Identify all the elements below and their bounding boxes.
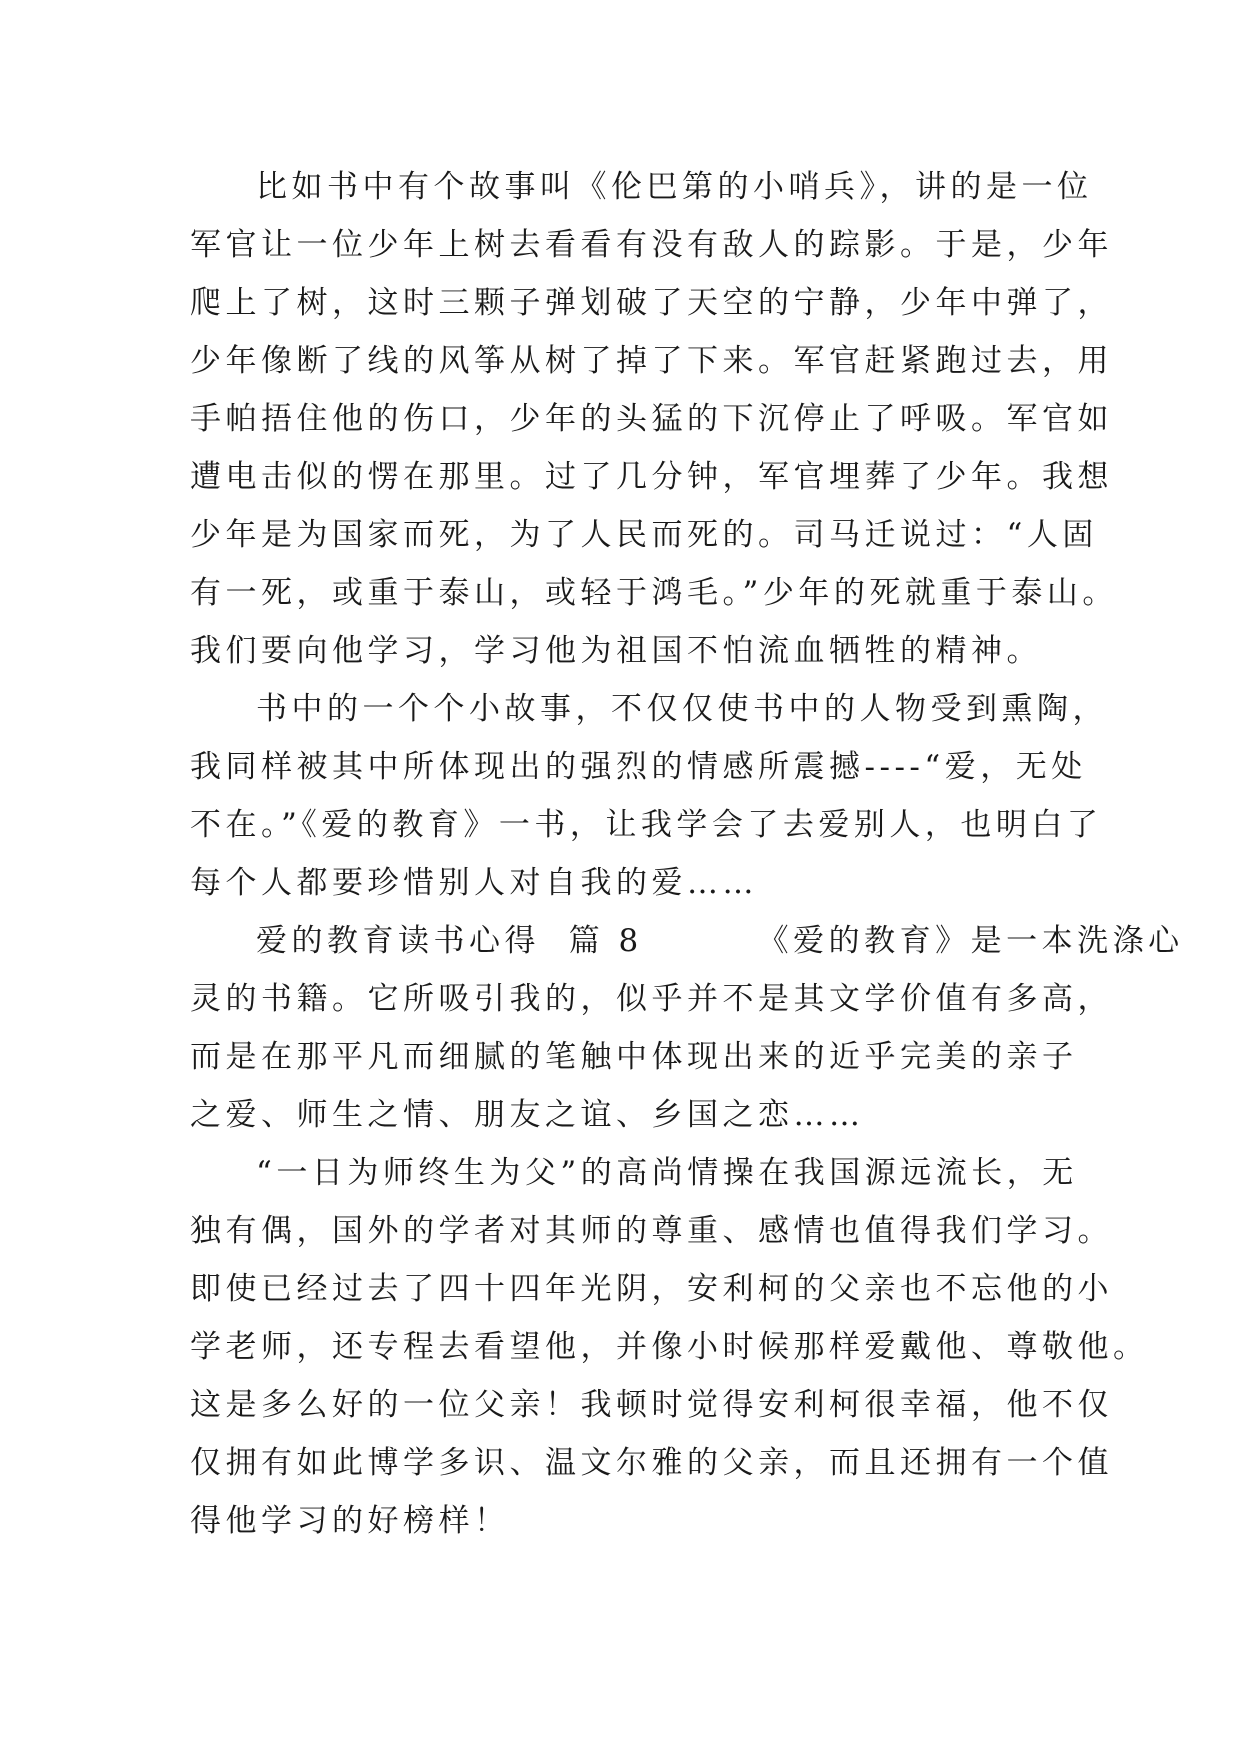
text-line: 之爱、师生之情、朋友之谊、乡国之恋…… (190, 1097, 865, 1133)
text-line: 灵的书籍。它所吸引我的，似乎并不是其文学价值有多高， (190, 981, 1113, 1017)
text-line: 即使已经过去了四十四年光阴，安利柯的父亲也不忘他的小 (190, 1271, 1113, 1307)
text-line: 独有偶，国外的学者对其师的尊重、感情也值得我们学习。 (190, 1213, 1113, 1249)
text-line: 不在。”《爱的教育》一书，让我学会了去爱别人，也明白了 (190, 807, 1103, 843)
text-line: 遭电击似的愣在那里。过了几分钟，军官埋葬了少年。我想 (190, 459, 1113, 495)
text-line: 得他学习的好榜样！ (190, 1503, 510, 1539)
section-heading-line: 爱的教育读书心得 篇 8 《爱的教育》是一本洗涤心 (256, 923, 1184, 959)
text-line: 少年像断了线的风筝从树了掉了下来。军官赶紧跑过去，用 (190, 343, 1113, 379)
text-line: “一日为师终生为父”的高尚情操在我国源远流长，无 (256, 1155, 1078, 1191)
text-line: 爬上了树，这时三颗子弹划破了天空的宁静，少年中弹了， (190, 285, 1113, 321)
text-line: 有一死，或重于泰山，或轻于鸿毛。”少年的死就重于泰山。 (190, 575, 1118, 611)
text-line: 我们要向他学习，学习他为祖国不怕流血牺牲的精神。 (190, 633, 1042, 669)
text-line: 书中的一个个小故事，不仅仅使书中的人物受到熏陶， (256, 691, 1108, 727)
text-line: 每个人都要珍惜别人对自我的爱…… (190, 865, 758, 901)
document-page (190, 158, 1184, 1550)
text-line: 我同样被其中所体现出的强烈的情感所震撼----“爱，无处 (190, 749, 1087, 785)
text-line: 比如书中有个故事叫《伦巴第的小哨兵》，讲的是一位 (256, 169, 1093, 205)
text-line: 仅拥有如此博学多识、温文尔雅的父亲，而且还拥有一个值 (190, 1445, 1113, 1481)
text-line: 学老师，还专程去看望他，并像小时候那样爱戴他、尊敬他。 (190, 1329, 1149, 1365)
text-line: 军官让一位少年上树去看看有没有敌人的踪影。于是，少年 (190, 227, 1113, 263)
text-line: 而是在那平凡而细腻的笔触中体现出来的近乎完美的亲子 (190, 1039, 1078, 1075)
text-line: 这是多么好的一位父亲！我顿时觉得安利柯很幸福，他不仅 (190, 1387, 1113, 1423)
text-line: 手帕捂住他的伤口，少年的头猛的下沉停止了呼吸。军官如 (190, 401, 1113, 437)
text-line: 少年是为国家而死，为了人民而死的。司马迁说过：“人固 (190, 517, 1098, 553)
